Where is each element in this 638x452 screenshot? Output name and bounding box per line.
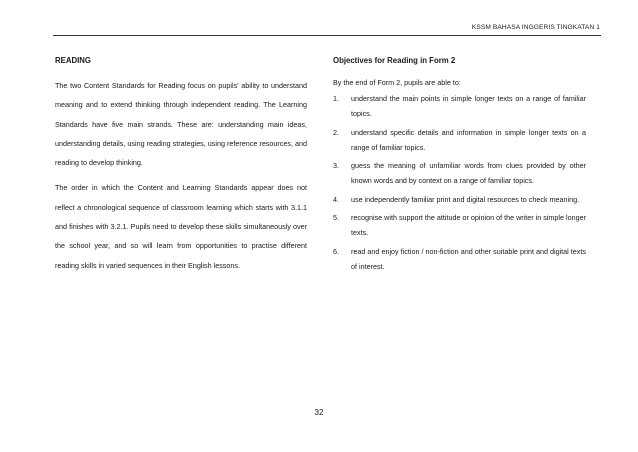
list-item-number: 6. (333, 246, 339, 256)
list-item-number: 3. (333, 161, 339, 170)
list-item-text: use independently familiar print and digital resources to check meaning. (351, 194, 580, 204)
reading-heading: READING (55, 56, 91, 65)
list-item-number: 1. (333, 94, 339, 103)
objectives-heading: Objectives for Reading in Form 2 (333, 56, 456, 65)
list-item-number: 5. (333, 213, 339, 222)
right-column (333, 56, 586, 277)
list-item-number: 2. (333, 127, 339, 137)
list-item (333, 244, 586, 274)
list-item (333, 125, 586, 155)
list-item-text: understand the main points in simple longer texts on a range of familiar topics. (351, 94, 586, 118)
objectives-list (333, 91, 586, 274)
running-header: KSSM BAHASA INGGERIS TINGKATAN 1 (471, 24, 600, 31)
objectives-intro: By the end of Form 2, pupils are able to: (333, 78, 461, 87)
list-item-text: understand specific details and information in simple longer texts on a range of familiar topics. (351, 127, 586, 152)
list-item-text: recognise with support the attitude or opinion of the writer in simple longer texts. (351, 213, 586, 237)
list-item (333, 91, 586, 121)
list-item-text: guess the meaning of unfamiliar words from clues provided by other known words and by context on a range of familiar topics. (351, 161, 586, 185)
list-item (333, 158, 586, 188)
list-item (333, 210, 586, 240)
paragraph: The order in which the Content and Learning Standards appear does not reflect a chronological sequence of classroom learning which starts with 3.1.1 and finishes with 3.2.1. Pupils need to develop these skills simultaneously over the school year, and so will learn from opportunities to practise different reading skills in varied sequences in their English lessons. (55, 183, 307, 270)
header-divider (53, 35, 601, 36)
list-item-number: 4. (333, 194, 339, 204)
paragraph: The two Content Standards for Reading focus on pupils' ability to understand meaning and to extend thinking through independent reading. The Learning Standards have five main strands. These are: understanding main ideas, understanding details, using reading strategies, using reference resources, and reading to develop thinking. (55, 81, 307, 168)
list-item-text: read and enjoy fiction / non-fiction and other suitable print and digital texts of interest. (351, 246, 586, 271)
left-column (55, 56, 307, 275)
list-item (333, 192, 586, 207)
page-number: 32 (314, 408, 324, 417)
